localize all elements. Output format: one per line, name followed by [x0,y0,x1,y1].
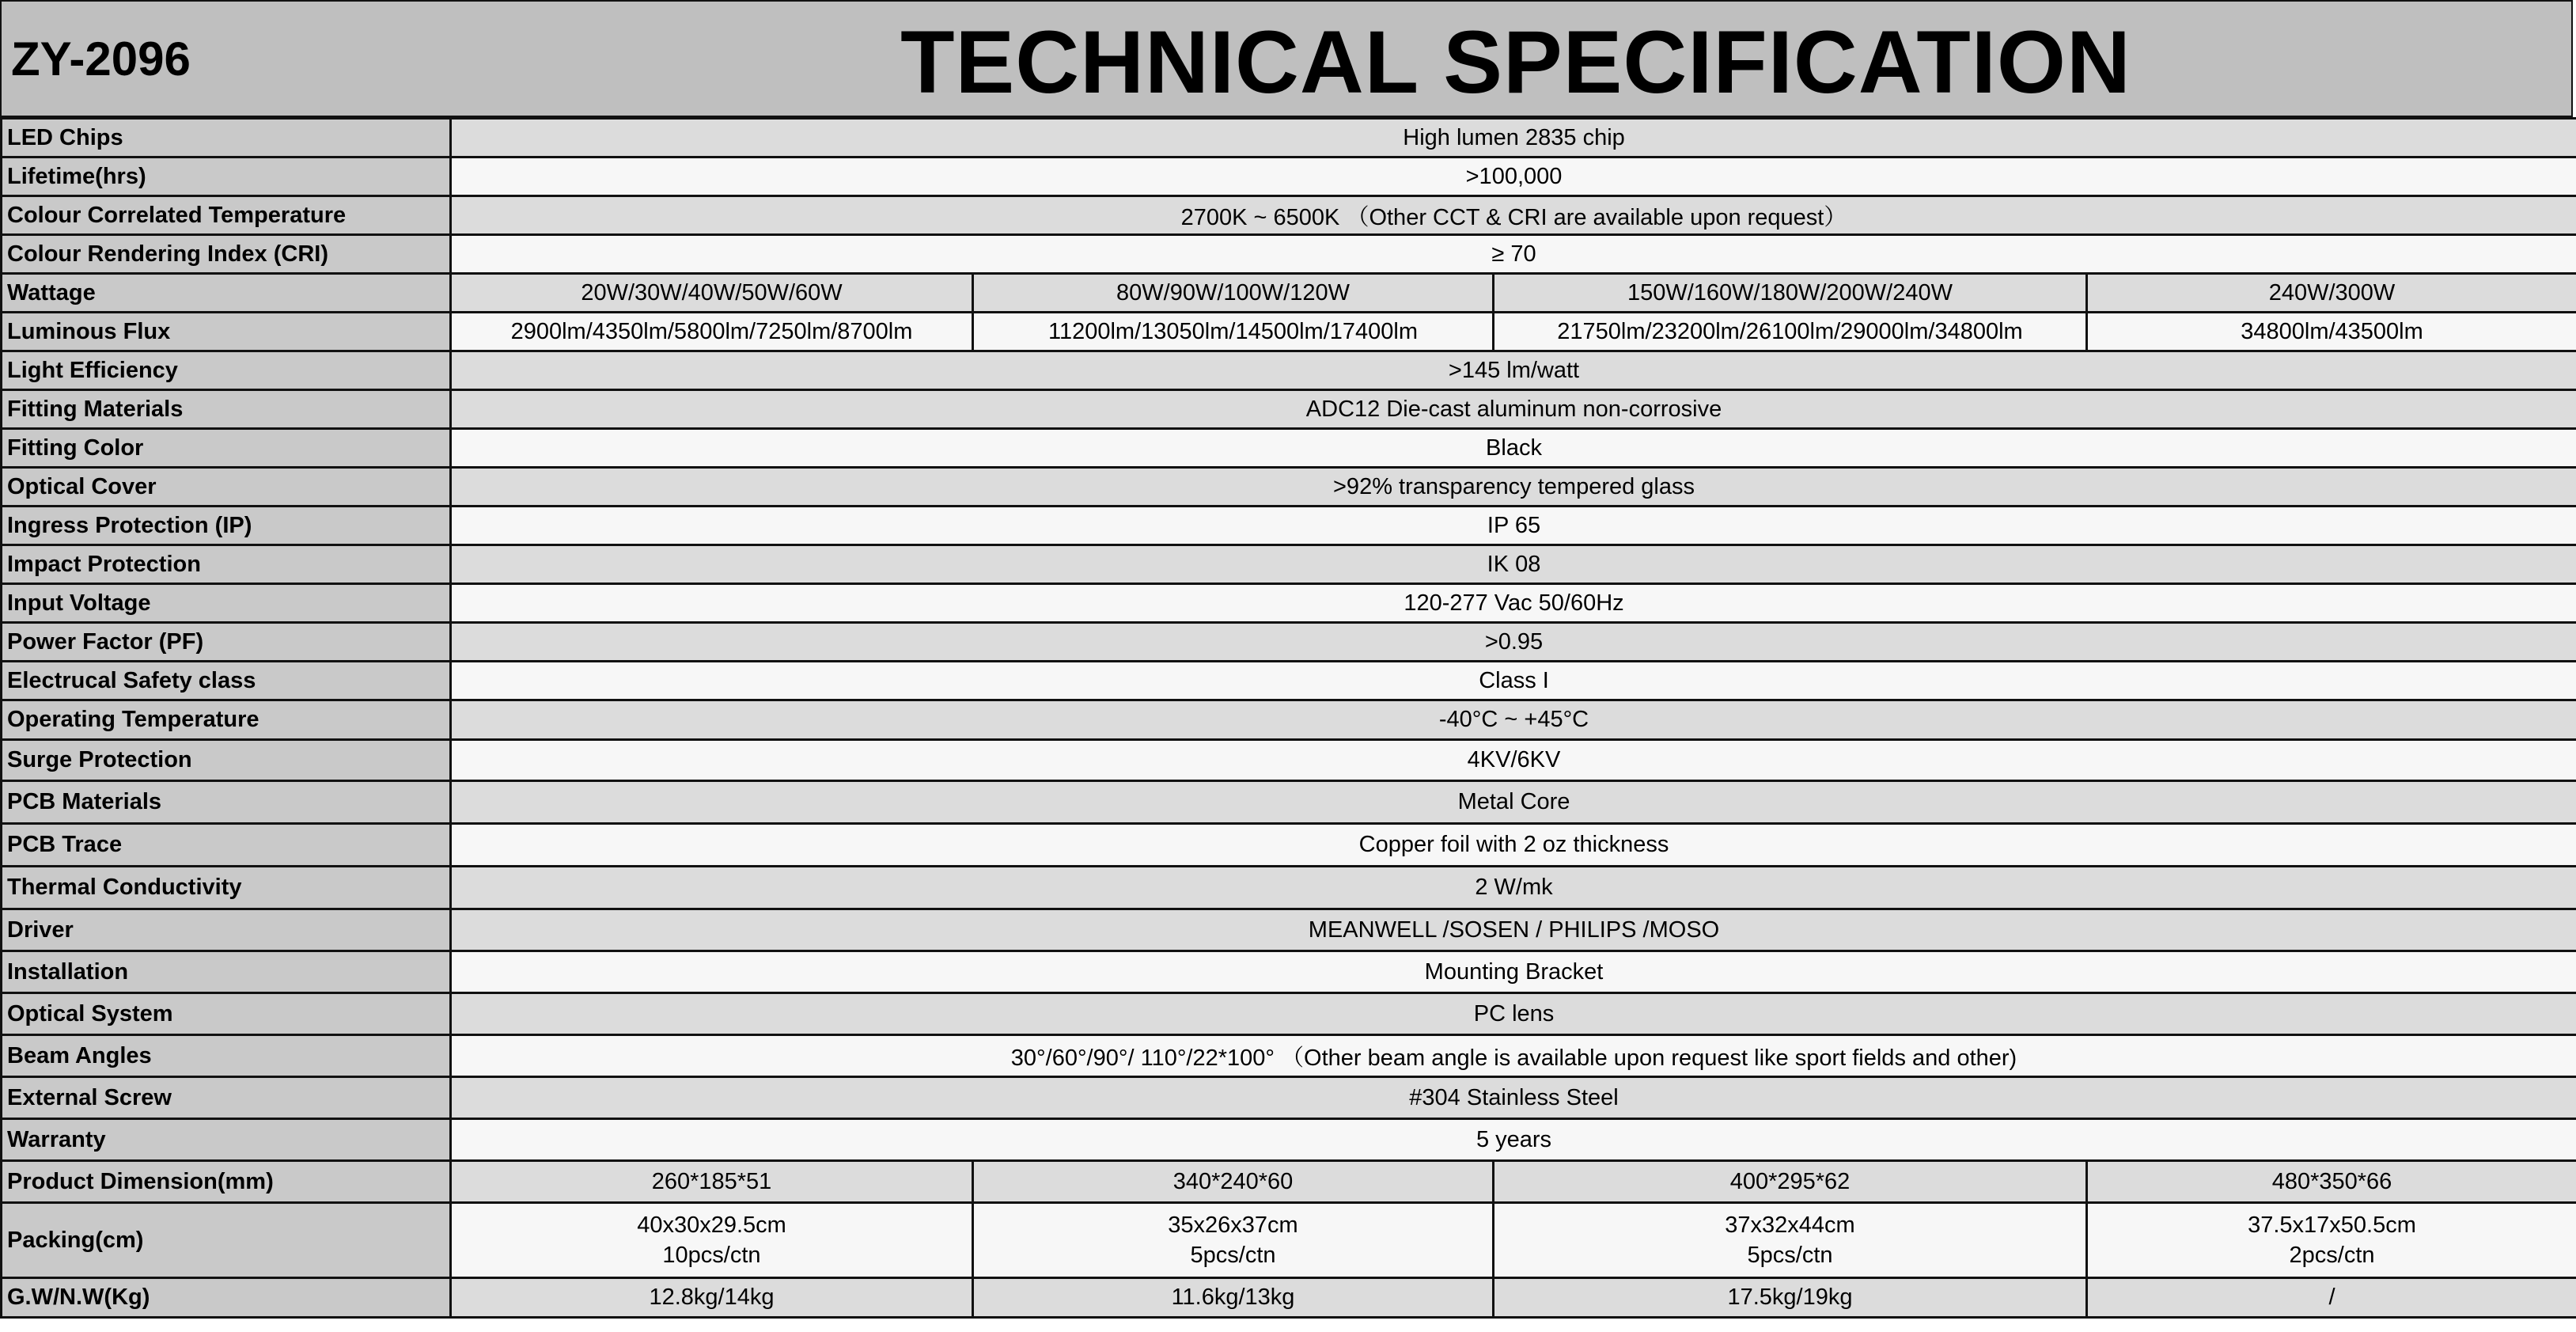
wattage-cell: 150W/160W/180W/200W/240W [1494,274,2087,313]
flux-cell: 11200lm/13050lm/14500lm/17400lm [973,313,1494,351]
row-label: G.W/N.W(Kg) [2,1278,451,1318]
table-row [2,390,2576,429]
row-label: LED Chips [2,119,451,157]
table-row [2,909,2576,951]
row-value: Metal Core [451,781,2576,824]
table-row [2,1161,2576,1203]
table-row [2,584,2576,623]
packing-size: 37x32x44cm [1725,1212,1855,1238]
row-value: Copper foil with 2 oz thickness [451,824,2576,867]
dimension-cell: 400*295*62 [1494,1161,2087,1203]
row-label: Lifetime(hrs) [2,157,451,196]
row-value: ADC12 Die-cast aluminum non-corrosive [451,390,2576,429]
row-label: Beam Angles [2,1035,451,1077]
flux-cell: 2900lm/4350lm/5800lm/7250lm/8700lm [451,313,973,351]
row-value: Class I [451,662,2576,700]
row-label: Operating Temperature [2,700,451,740]
row-label: Power Factor (PF) [2,623,451,662]
row-label: Input Voltage [2,584,451,623]
row-label: Light Efficiency [2,351,451,390]
table-row [2,468,2576,507]
row-value: Black [451,429,2576,468]
dimension-cell: 480*350*66 [2087,1161,2576,1203]
row-value: 5 years [451,1119,2576,1161]
table-row [2,157,2576,196]
row-value: 2 W/mk [451,867,2576,909]
row-label: Surge Protection [2,740,451,781]
row-value: 2700K ~ 6500K （Other CCT & CRI are available upon request） [451,196,2576,235]
packing-size: 40x30x29.5cm [637,1212,786,1238]
dimension-cell: 260*185*51 [451,1161,973,1203]
table-row [2,235,2576,274]
table-row [2,740,2576,781]
row-value: High lumen 2835 chip [451,119,2576,157]
row-value: #304 Stainless Steel [451,1077,2576,1119]
table-row [2,196,2576,235]
row-label: Fitting Materials [2,390,451,429]
table-row [2,545,2576,584]
spec-table [0,117,2576,1319]
row-value: 120-277 Vac 50/60Hz [451,584,2576,623]
row-value: -40°C ~ +45°C [451,700,2576,740]
row-label: Impact Protection [2,545,451,584]
row-value: 30°/60°/90°/ 110°/22*100° （Other beam angle is available upon request like sport fields and other) [451,1035,2576,1077]
table-row [2,1035,2576,1077]
row-value: 4KV/6KV [451,740,2576,781]
table-row [2,993,2576,1035]
row-label: Electrucal Safety class [2,662,451,700]
row-label: Warranty [2,1119,451,1161]
row-value: >92% transparency tempered glass [451,468,2576,507]
packing-cell [2087,1203,2576,1278]
sheet-header [0,0,2573,117]
dimension-cell: 340*240*60 [973,1161,1494,1203]
row-label: Colour Correlated Temperature [2,196,451,235]
row-label: Luminous Flux [2,313,451,351]
weight-cell: / [2087,1278,2576,1318]
row-value: >0.95 [451,623,2576,662]
packing-cell [451,1203,973,1278]
wattage-cell: 20W/30W/40W/50W/60W [451,274,973,313]
packing-qty: 10pcs/ctn [662,1243,761,1268]
row-label: PCB Materials [2,781,451,824]
weight-cell: 11.6kg/13kg [973,1278,1494,1318]
packing-cell [973,1203,1494,1278]
row-value: ≥ 70 [451,235,2576,274]
sheet-title: TECHNICAL SPECIFICATION [900,13,2131,112]
model-number: ZY-2096 [11,32,191,85]
row-value: Mounting Bracket [451,951,2576,993]
row-label: Thermal Conductivity [2,867,451,909]
flux-cell: 21750lm/23200lm/26100lm/29000lm/34800lm [1494,313,2087,351]
table-row [2,119,2576,157]
table-row [2,781,2576,824]
row-value: IK 08 [451,545,2576,584]
table-row [2,700,2576,740]
row-label: PCB Trace [2,824,451,867]
table-row [2,274,2576,313]
table-row [2,824,2576,867]
row-value: >100,000 [451,157,2576,196]
table-row [2,1203,2576,1278]
row-label: Installation [2,951,451,993]
table-row [2,867,2576,909]
packing-cell [1494,1203,2087,1278]
table-row [2,951,2576,993]
table-row [2,429,2576,468]
table-row [2,1278,2576,1318]
weight-cell: 12.8kg/14kg [451,1278,973,1318]
table-row [2,507,2576,545]
table-row [2,1077,2576,1119]
row-value: PC lens [451,993,2576,1035]
flux-cell: 34800lm/43500lm [2087,313,2576,351]
row-label: Optical System [2,993,451,1035]
row-label: Product Dimension(mm) [2,1161,451,1203]
row-label: Optical Cover [2,468,451,507]
packing-size: 35x26x37cm [1168,1212,1298,1238]
table-row [2,351,2576,390]
row-label: Wattage [2,274,451,313]
weight-cell: 17.5kg/19kg [1494,1278,2087,1318]
packing-size: 37.5x17x50.5cm [2248,1212,2416,1238]
row-value: IP 65 [451,507,2576,545]
packing-qty: 5pcs/ctn [1190,1243,1276,1268]
wattage-cell: 80W/90W/100W/120W [973,274,1494,313]
wattage-cell: 240W/300W [2087,274,2576,313]
table-row [2,662,2576,700]
table-row [2,1119,2576,1161]
row-label: Ingress Protection (IP) [2,507,451,545]
row-value: MEANWELL /SOSEN / PHILIPS /MOSO [451,909,2576,951]
row-value: >145 lm/watt [451,351,2576,390]
packing-qty: 2pcs/ctn [2289,1243,2375,1268]
row-label: Colour Rendering Index (CRI) [2,235,451,274]
row-label: Driver [2,909,451,951]
row-label: External Screw [2,1077,451,1119]
row-label: Packing(cm) [2,1203,451,1278]
packing-qty: 5pcs/ctn [1747,1243,1833,1268]
table-row [2,313,2576,351]
table-row [2,623,2576,662]
row-label: Fitting Color [2,429,451,468]
